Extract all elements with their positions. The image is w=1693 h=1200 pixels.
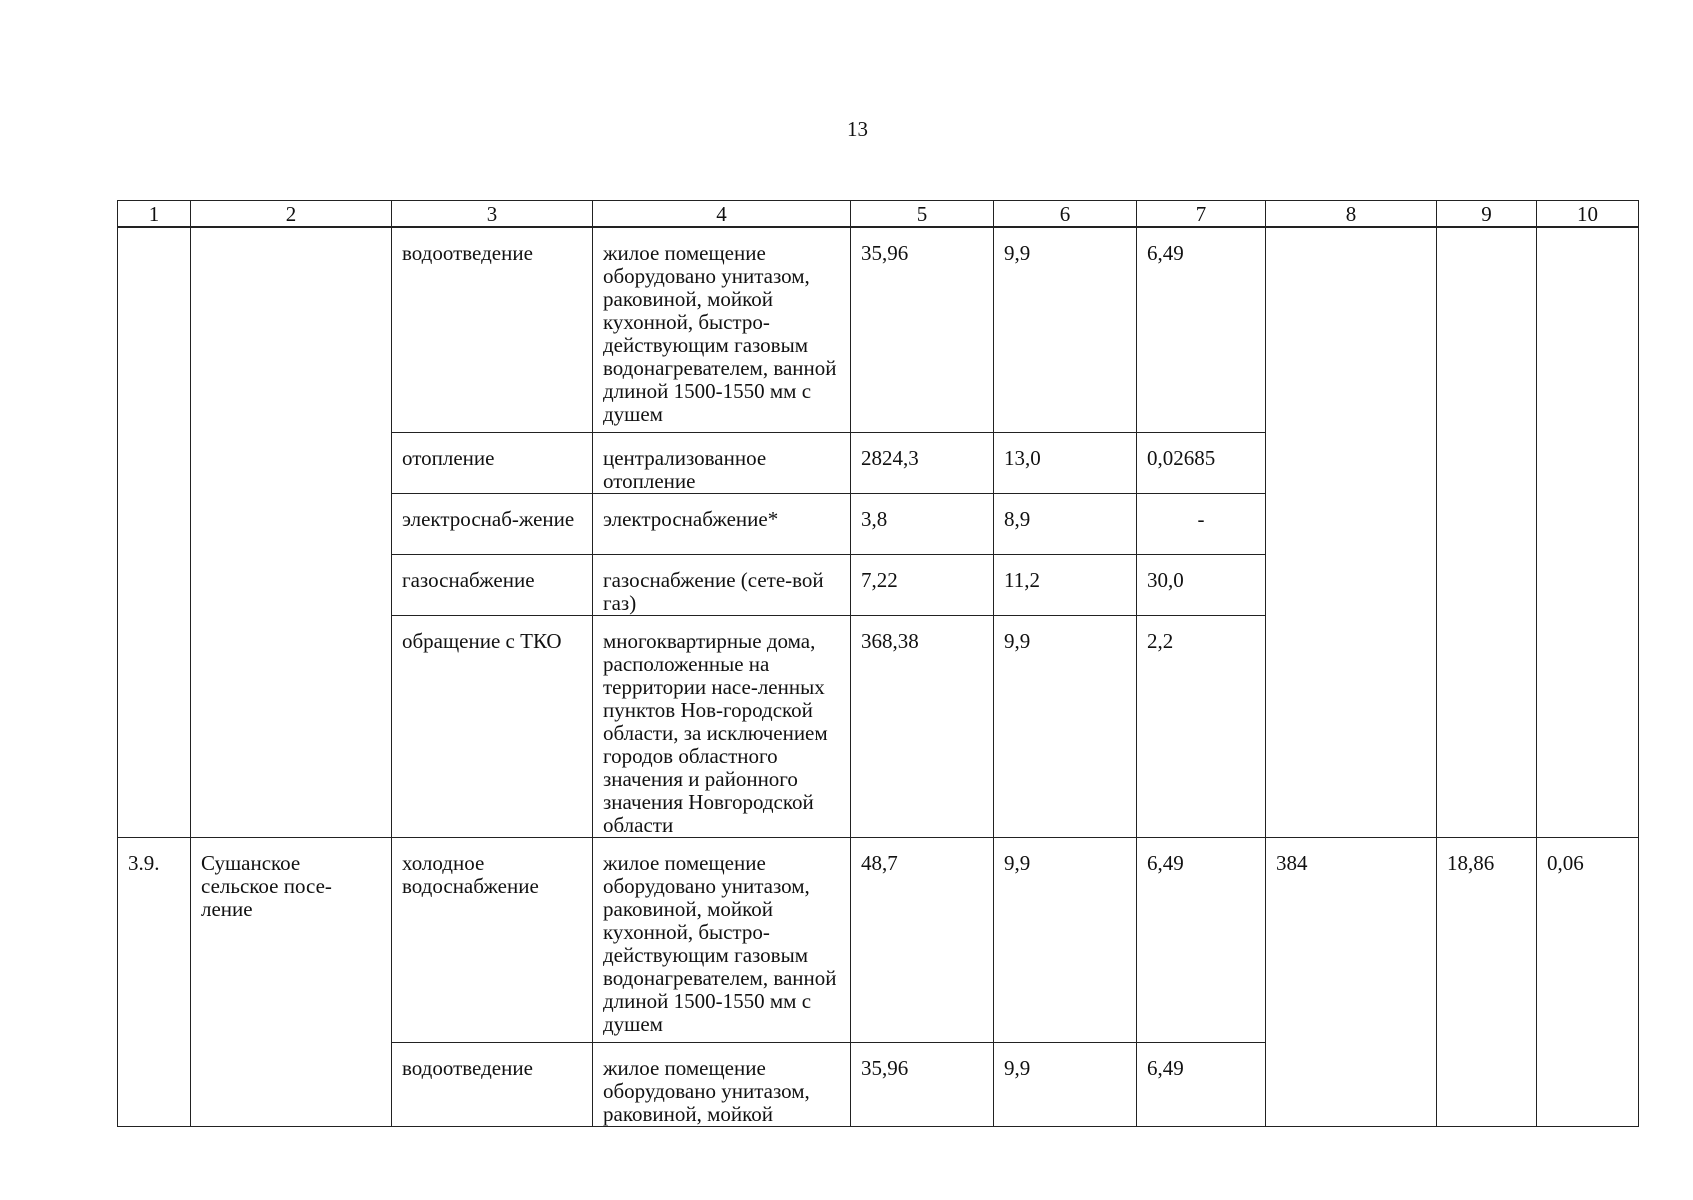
description-cell: жилое помещение оборудовано унитазом, раковиной, мойкой кухонной, быстро-действующим газовым водонагревателем, ванной длиной 1500-1550 мм с душем: [593, 227, 851, 432]
service-cell: водоотведение: [392, 227, 593, 432]
value-cell: [1437, 227, 1537, 837]
column-number: 3: [392, 201, 593, 228]
value-cell: 9,9: [994, 227, 1137, 432]
value-cell: 384: [1266, 837, 1437, 1126]
service-cell: отопление: [392, 432, 593, 493]
description-cell: газоснабжение (сете-вой газ): [593, 554, 851, 615]
description-cell: жилое помещение оборудовано унитазом, раковиной, мойкой: [593, 1042, 851, 1126]
number-cell: 3.9.: [118, 837, 191, 1126]
value-cell: 3,8: [851, 493, 994, 554]
value-cell: 6,49: [1137, 1042, 1266, 1126]
tariff-table: [117, 200, 1639, 1127]
description-cell: централизованное отопление: [593, 432, 851, 493]
value-cell: 9,9: [994, 837, 1137, 1042]
settlement-cell: [191, 227, 392, 837]
value-cell: 30,0: [1137, 554, 1266, 615]
value-cell: 35,96: [851, 227, 994, 432]
value-cell: 8,9: [994, 493, 1137, 554]
table-row: [118, 227, 1639, 432]
value-cell: 18,86: [1437, 837, 1537, 1126]
column-number: 6: [994, 201, 1137, 228]
value-cell: 9,9: [994, 1042, 1137, 1126]
service-cell: электроснаб-жение: [392, 493, 593, 554]
value-cell: 11,2: [994, 554, 1137, 615]
description-cell: многоквартирные дома, расположенные на территории насе-ленных пунктов Нов-городской области, за исключением городов областного значения и районного значения Новгородской области: [593, 615, 851, 837]
value-cell: 368,38: [851, 615, 994, 837]
service-cell: газоснабжение: [392, 554, 593, 615]
value-cell: 6,49: [1137, 837, 1266, 1042]
service-cell: водоотведение: [392, 1042, 593, 1126]
value-cell: [1266, 227, 1437, 837]
column-number: 10: [1537, 201, 1639, 228]
description-cell: электроснабжение*: [593, 493, 851, 554]
value-cell: 7,22: [851, 554, 994, 615]
description-cell: жилое помещение оборудовано унитазом, раковиной, мойкой кухонной, быстро-действующим газовым водонагревателем, ванной длиной 1500-1550 мм с душем: [593, 837, 851, 1042]
column-number: 9: [1437, 201, 1537, 228]
value-cell: 9,9: [994, 615, 1137, 837]
value-cell: 0,02685: [1137, 432, 1266, 493]
service-cell: обращение с ТКО: [392, 615, 593, 837]
service-cell: холодное водоснабжение: [392, 837, 593, 1042]
column-number: 8: [1266, 201, 1437, 228]
column-number: 1: [118, 201, 191, 228]
value-cell: -: [1137, 493, 1266, 554]
settlement-cell: Сушанское сельское посе-ление: [191, 837, 392, 1126]
value-cell: 0,06: [1537, 837, 1639, 1126]
number-cell: [118, 227, 191, 837]
value-cell: 35,96: [851, 1042, 994, 1126]
value-cell: 2,2: [1137, 615, 1266, 837]
column-number: 2: [191, 201, 392, 228]
column-number-row: [118, 201, 1639, 228]
value-cell: 13,0: [994, 432, 1137, 493]
column-number: 5: [851, 201, 994, 228]
table-row: [118, 837, 1639, 1042]
value-cell: 48,7: [851, 837, 994, 1042]
value-cell: 2824,3: [851, 432, 994, 493]
column-number: 4: [593, 201, 851, 228]
column-number: 7: [1137, 201, 1266, 228]
page-number: 13: [847, 117, 868, 141]
value-cell: [1537, 227, 1639, 837]
value-cell: 6,49: [1137, 227, 1266, 432]
